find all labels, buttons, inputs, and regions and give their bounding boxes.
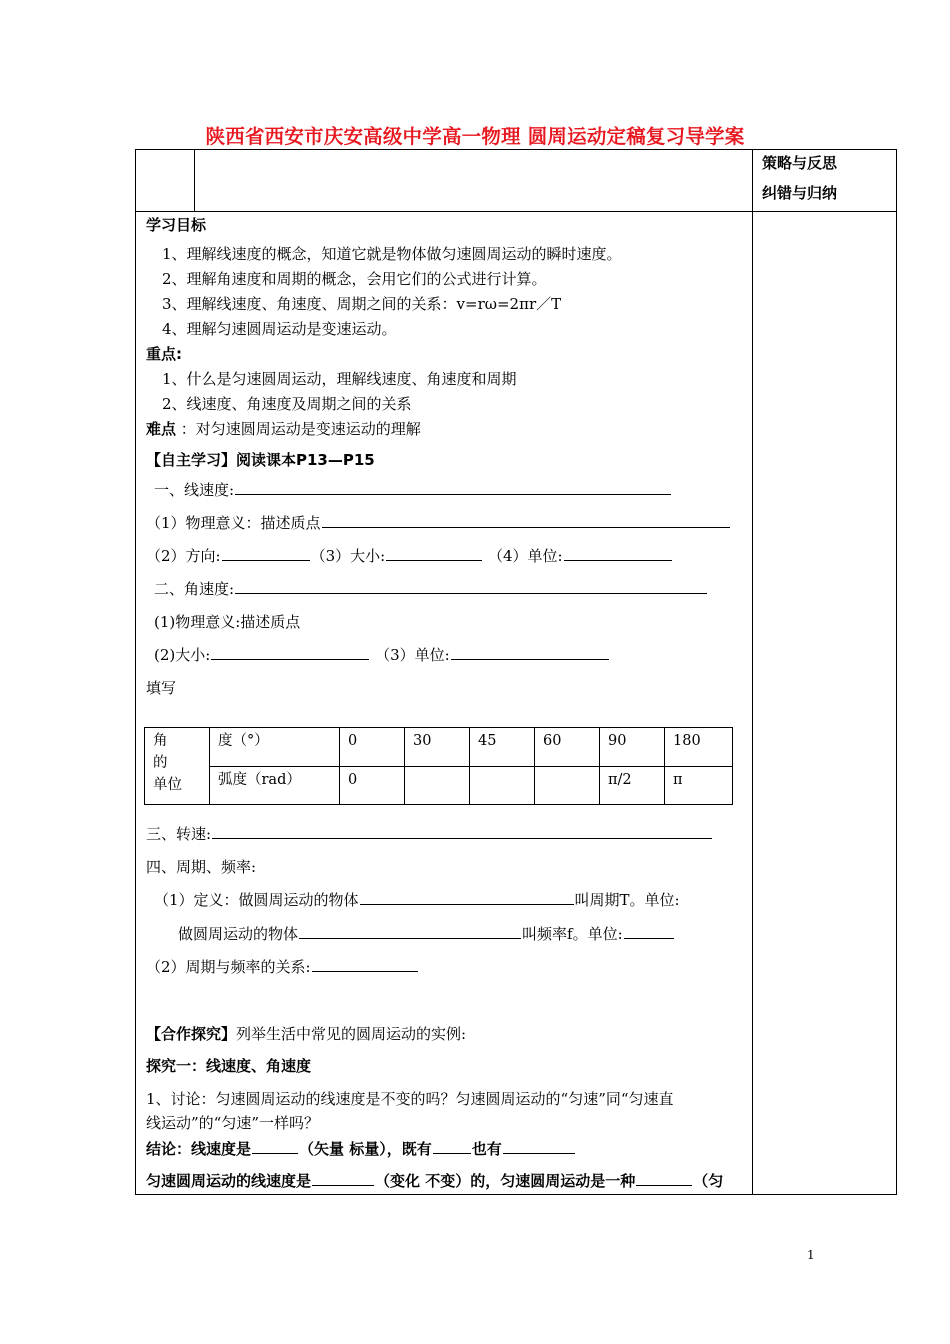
angle-unit-label	[145, 728, 210, 805]
unit-label: （3）单位:	[375, 646, 450, 664]
blank-field[interactable]	[211, 646, 369, 660]
angular-velocity-line	[154, 580, 708, 598]
difficulty-text: ：对匀速圆周运动是变速运动的理解	[180, 420, 421, 438]
frequency-def-suffix: 叫频率f。单位:	[522, 925, 623, 943]
period-def-label: （1）定义：做圆周运动的物体	[154, 891, 359, 909]
discussion-line-1: 1、讨论：匀速圆周运动的线速度是不变的吗？匀速圆周运动的“匀速”同“匀速直	[146, 1090, 674, 1108]
angular-size-line	[154, 646, 610, 664]
blank-field[interactable]	[235, 580, 707, 594]
column-divider-1	[194, 149, 195, 212]
radian-cell: 0	[340, 767, 405, 805]
key-point-item: 1、什么是匀速圆周运动，理解线速度、角速度和周期	[162, 370, 517, 388]
radian-cell[interactable]	[470, 767, 535, 805]
objectives-heading: 学习目标	[146, 216, 207, 234]
angle-unit-table	[144, 727, 733, 805]
side-header-correction: 纠错与归纳	[762, 184, 838, 202]
degree-cell: 90	[600, 728, 665, 767]
blank-field[interactable]	[624, 925, 674, 939]
blank-field[interactable]	[322, 514, 730, 528]
radian-label: 弧度（rad）	[210, 767, 340, 805]
period-heading: 四、周期、频率:	[146, 858, 257, 876]
blank-field[interactable]	[451, 646, 609, 660]
radian-cell[interactable]	[405, 767, 470, 805]
size-label: (2)大小:	[154, 646, 211, 664]
blank-field[interactable]	[252, 1140, 298, 1154]
cooperative-line	[146, 1025, 466, 1043]
key-points-heading: 重点:	[146, 345, 182, 363]
frequency-def-label: 做圆周运动的物体	[178, 925, 299, 943]
blank-field[interactable]	[299, 925, 521, 939]
conclusion-label: 结论：线速度是	[146, 1140, 252, 1158]
rotation-line	[146, 825, 713, 843]
degree-cell: 0	[340, 728, 405, 767]
angle-label-line2: 单位	[153, 777, 182, 793]
objective-item: 3、理解线速度、角速度、周期之间的关系：v=rω=2πr／T	[162, 295, 562, 313]
degree-cell: 60	[535, 728, 600, 767]
key-point-item: 2、线速度、角速度及周期之间的关系	[162, 395, 412, 413]
physical-meaning-line-2: (1)物理意义:描述质点	[154, 613, 301, 631]
radian-cell[interactable]	[535, 767, 600, 805]
frequency-def-line	[178, 925, 675, 943]
blank-field[interactable]	[564, 547, 672, 561]
degree-cell: 45	[470, 728, 535, 767]
self-study-heading: 【自主学习】阅读课本P13—P15	[146, 451, 375, 469]
objective-item: 1、理解线速度的概念，知道它就是物体做匀速圆周运动的瞬时速度。	[162, 245, 622, 263]
conclusion-mid: （矢量 标量），既有	[299, 1140, 432, 1158]
physical-meaning-label: （1）物理意义：描述质点	[146, 514, 321, 532]
blank-field[interactable]	[636, 1172, 692, 1186]
blank-field[interactable]	[360, 891, 574, 905]
discussion-line-2: 线运动”的“匀速”一样吗？	[146, 1114, 320, 1132]
blank-field[interactable]	[312, 1172, 374, 1186]
page-title: 陕西省西安市庆安高级中学高一物理 圆周运动定稿复习导学案	[205, 125, 745, 148]
period-def-line	[154, 891, 680, 909]
side-header-strategy: 策略与反思	[762, 154, 838, 172]
last-line-label: 匀速圆周运动的线速度是	[146, 1172, 312, 1190]
cooperative-text: 列举生活中常见的圆周运动的实例:	[236, 1025, 467, 1043]
rotation-label: 三、转速:	[146, 825, 212, 843]
relation-line	[146, 958, 419, 976]
difficulty-label: 难点	[146, 420, 177, 438]
header-row-divider	[135, 211, 897, 212]
magnitude-label: （3）大小:	[310, 547, 386, 565]
objective-item: 4、理解匀速圆周运动是变速运动。	[162, 320, 397, 338]
page-number: 1	[807, 1248, 815, 1262]
blank-field[interactable]	[235, 481, 671, 495]
unit-label: （4）单位:	[488, 547, 563, 565]
degree-label: 度（°）	[210, 728, 340, 767]
direction-line	[146, 547, 673, 565]
objective-item: 2、理解角速度和周期的概念，会用它们的公式进行计算。	[162, 270, 547, 288]
direction-label: （2）方向:	[146, 547, 221, 565]
fill-label: 填写	[146, 679, 177, 697]
degree-cell: 30	[405, 728, 470, 767]
blank-field[interactable]	[312, 958, 418, 972]
blank-field[interactable]	[503, 1140, 575, 1154]
period-def-suffix: 叫周期T。单位:	[574, 891, 680, 909]
degree-cell: 180	[665, 728, 733, 767]
blank-field[interactable]	[386, 547, 482, 561]
angle-label-line1: 角 的	[153, 733, 176, 771]
angular-velocity-label: 二、角速度:	[154, 580, 235, 598]
radian-cell: π	[665, 767, 733, 805]
conclusion-line	[146, 1140, 576, 1158]
uniform-circular-line	[146, 1172, 723, 1190]
last-line-mid: （变化 不变）的，匀速圆周运动是一种	[375, 1172, 636, 1190]
linear-velocity-label: 一、线速度:	[154, 481, 235, 499]
cooperative-heading: 【合作探究】	[146, 1025, 237, 1043]
difficulty-line	[146, 420, 421, 438]
blank-field[interactable]	[222, 547, 310, 561]
explore-one-heading: 探究一：线速度、角速度	[146, 1057, 312, 1075]
radian-cell: π/2	[600, 767, 665, 805]
blank-field[interactable]	[433, 1140, 471, 1154]
last-line-end: （匀	[693, 1172, 724, 1190]
conclusion-end: 也有	[471, 1140, 502, 1158]
physical-meaning-line-1	[146, 514, 731, 532]
blank-field[interactable]	[212, 825, 712, 839]
linear-velocity-line	[154, 481, 672, 499]
relation-label: （2）周期与频率的关系:	[146, 958, 311, 976]
column-divider-2	[752, 149, 753, 1195]
